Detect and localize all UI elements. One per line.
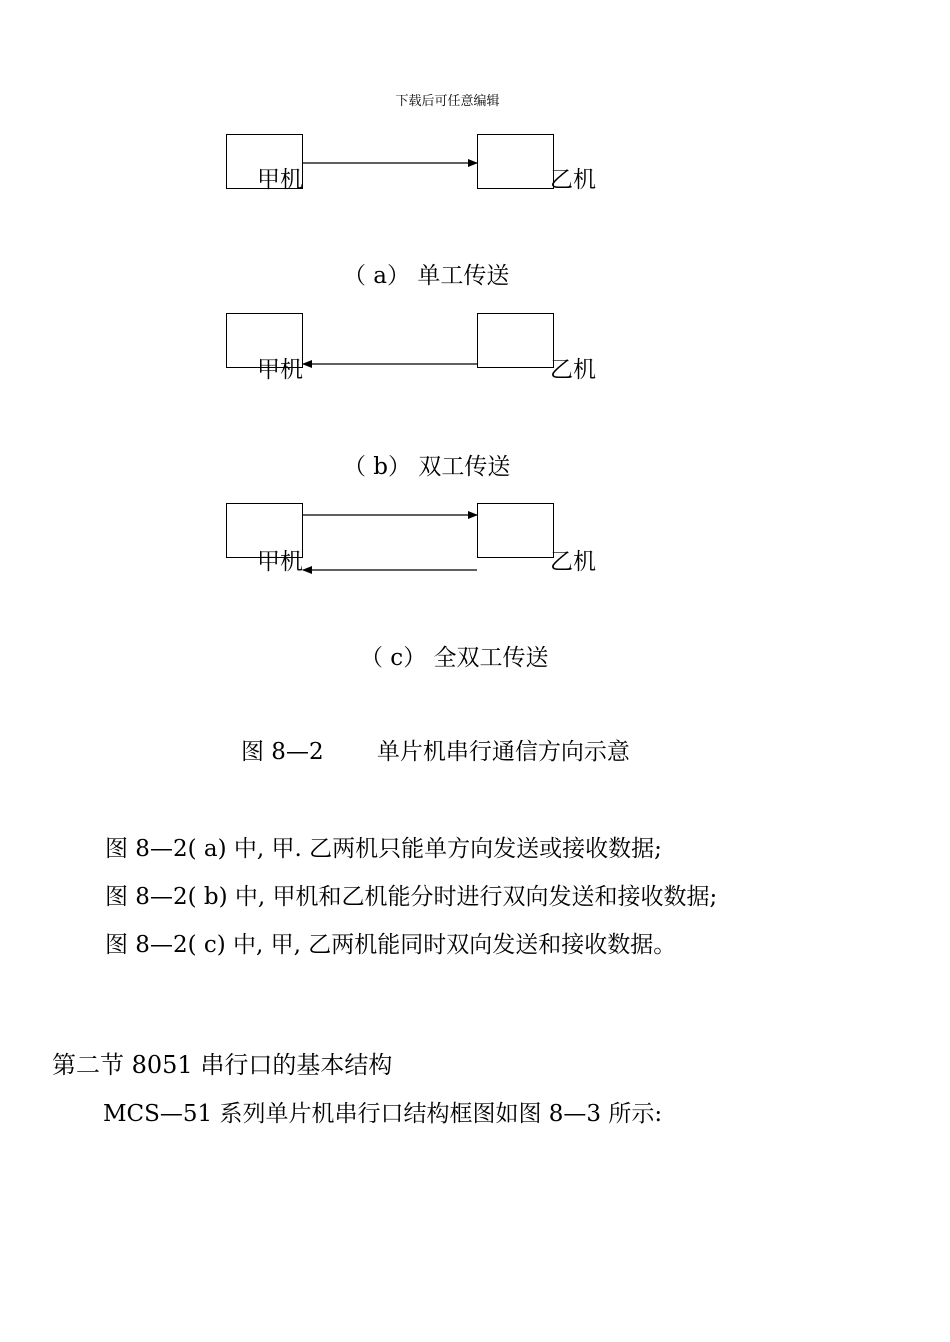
caption-full-duplex: （ c） 全双工传送 [360, 645, 549, 671]
machine-b-label: 乙机 [550, 357, 596, 383]
caption-half-duplex: （ b） 双工传送 [343, 454, 511, 480]
machine-b-box [477, 134, 554, 189]
intro-line: MCS—51 系列单片机串行口结构框图如图 8—3 所示: [103, 1101, 663, 1127]
machine-b-label: 乙机 [550, 549, 596, 575]
machine-a-label: 甲机 [257, 167, 303, 193]
caption-simplex: （ a） 单工传送 [343, 263, 510, 289]
machine-a-label: 甲机 [257, 357, 303, 383]
machine-a-label: 甲机 [257, 549, 303, 575]
machine-b-box [477, 313, 554, 368]
machine-b-label: 乙机 [550, 167, 596, 193]
machine-b-box [477, 503, 554, 558]
paragraph-line: 图 8—2( a) 中, 甲. 乙两机只能单方向发送或接收数据; [105, 836, 662, 862]
figure-title: 图 8—2 单片机串行通信方向示意 [241, 739, 630, 765]
paragraph-line: 图 8—2( c) 中, 甲, 乙两机能同时双向发送和接收数据。 [105, 932, 677, 958]
header-note: 下载后可任意编辑 [395, 94, 500, 109]
section-heading: 第二节 8051 串行口的基本结构 [52, 1051, 393, 1079]
paragraph-line: 图 8—2( b) 中, 甲机和乙机能分时进行双向发送和接收数据; [105, 884, 718, 910]
